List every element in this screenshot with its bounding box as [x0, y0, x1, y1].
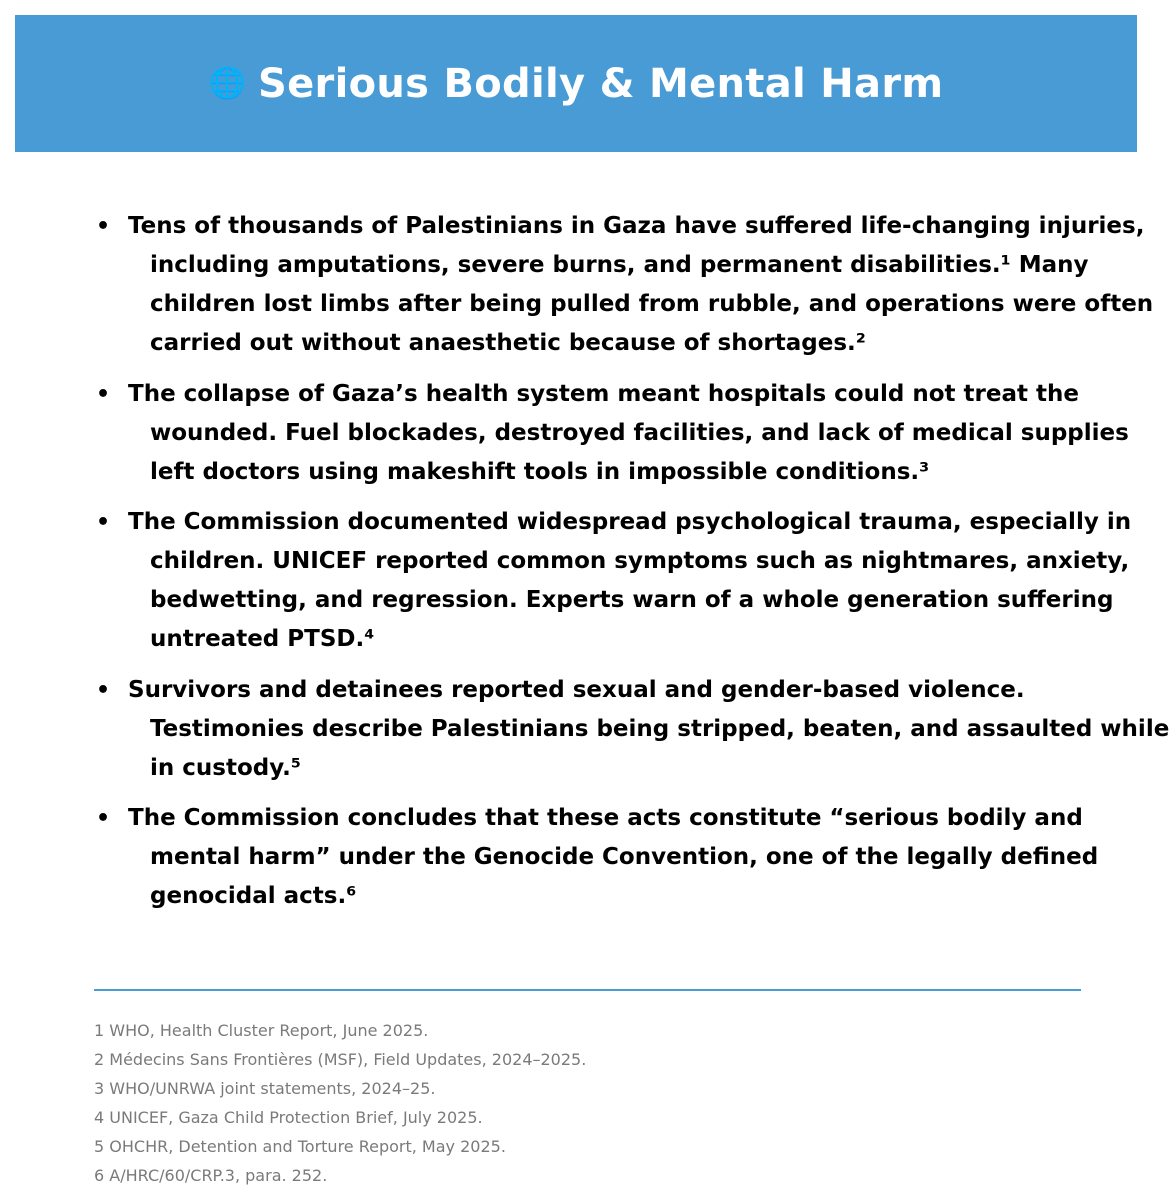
footnote-4: 4 UNICEF, Gaza Child Protection Brief, July 2025. — [94, 1108, 483, 1127]
bullet-list — [96, 207, 1171, 928]
globe-icon: 🌐 — [208, 65, 246, 101]
bullet-dot: • — [96, 677, 111, 703]
bullet-text: Tens of thousands of Palestinians in Gaza have suffered life-changing injuries, including amputations, severe burns, and permanent disabilities.¹ Many children lost limbs after being pulled from rubble, and operations were often carried out without anaesthetic because of shortages.² — [128, 213, 1154, 356]
bullet-dot: • — [96, 214, 111, 239]
bullet-text: Survivors and detainees reported sexual and gender-based violence. Testimonies describe Palestinians being stripped, beaten, and assaulted while in custody.⁵ — [128, 676, 1170, 781]
bullet-item — [96, 671, 1171, 788]
bullet-text: The collapse of Gaza’s health system meant hospitals could not treat the wounded. Fuel blockades, destroyed facilities, and lack of medical supplies left doctors using makeshift tools in impossible conditions.³ — [128, 380, 1129, 485]
footnote-divider — [94, 989, 1081, 991]
bullet-item — [96, 207, 1171, 363]
footnote-2: 2 Médecins Sans Frontières (MSF), Field Updates, 2024–2025. — [94, 1050, 587, 1069]
bullet-item — [96, 375, 1171, 492]
bullet-text: The Commission concludes that these acts constitute “serious bodily and mental harm” under the Genocide Convention, one of the legally defined genocidal acts.⁶ — [128, 805, 1099, 909]
header-banner — [15, 15, 1137, 152]
footnote-3: 3 WHO/UNRWA joint statements, 2024–25. — [94, 1079, 436, 1098]
footnote-6: 6 A/HRC/60/CRP.3, para. 252. — [94, 1166, 328, 1185]
bullet-item — [96, 503, 1171, 659]
footnote-list — [94, 1016, 1094, 1190]
page-title: Serious Bodily & Mental Harm — [258, 60, 944, 107]
footnote-5: 5 OHCHR, Detention and Torture Report, May 2025. — [94, 1137, 506, 1156]
bullet-dot: • — [96, 806, 111, 831]
bullet-dot: • — [96, 381, 111, 407]
bullet-text: The Commission documented widespread psychological trauma, especially in children. UNICEF reported common symptoms such as nightmares, anxiety, bedwetting, and regression. Experts warn of a whole generation suffering untreated PTSD.⁴ — [128, 509, 1132, 652]
footnote-1: 1 WHO, Health Cluster Report, June 2025. — [94, 1021, 429, 1040]
bullet-dot: • — [96, 510, 111, 535]
bullet-item — [96, 799, 1171, 916]
